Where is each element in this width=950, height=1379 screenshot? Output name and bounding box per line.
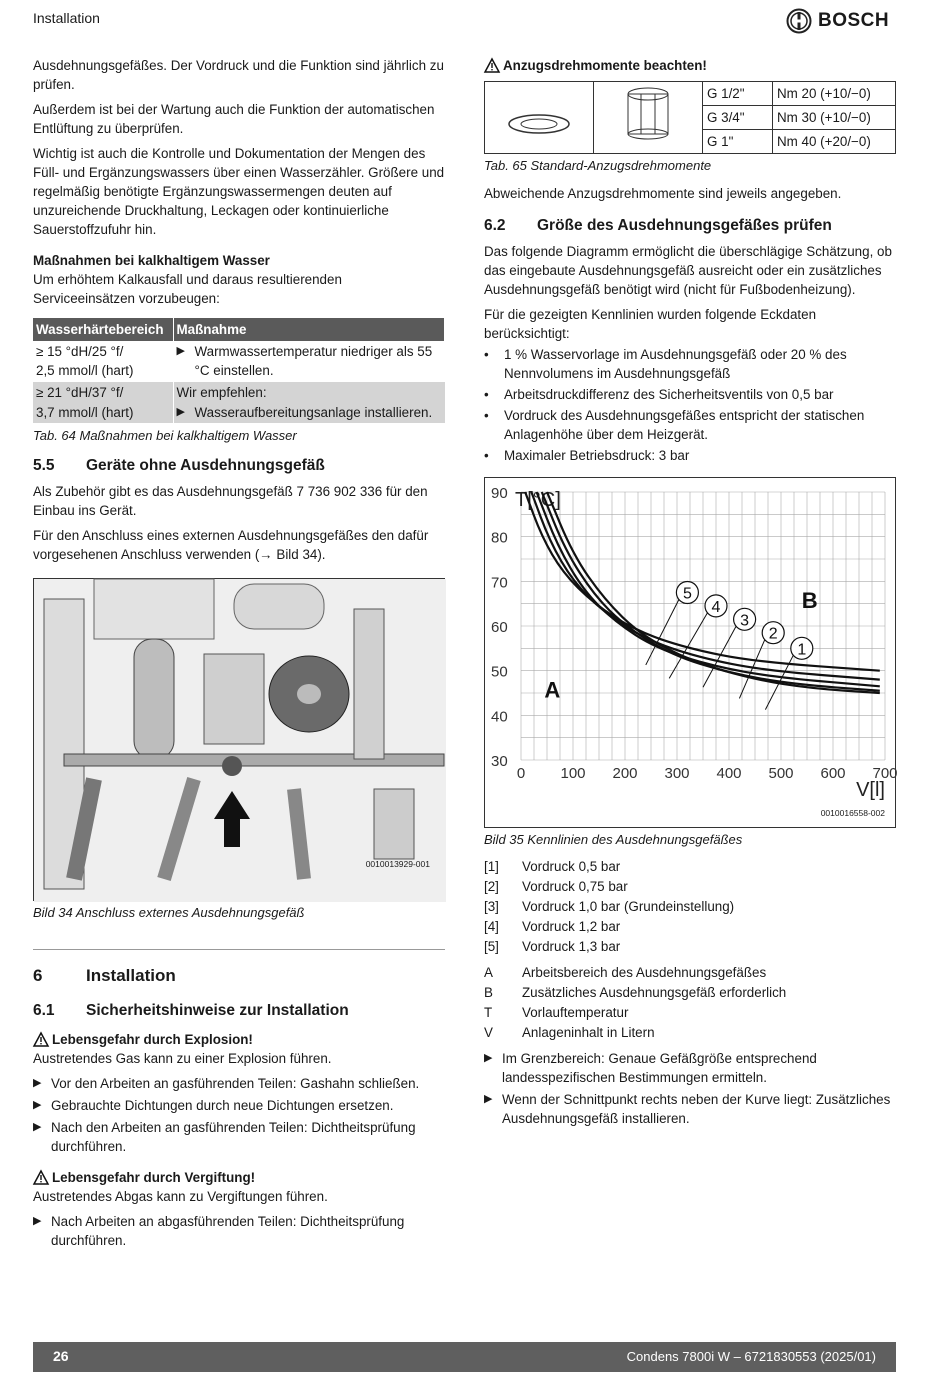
expansion-vessel-chart [484,477,896,828]
warning-icon [33,1032,49,1047]
bullet-icon: • [484,346,489,362]
y-tick-label: 40 [491,708,508,726]
bosch-logo [786,8,889,35]
x-tick-label: 600 [820,764,846,782]
washer-cell [485,82,594,154]
list-item [484,1090,896,1128]
warning-title: Lebensgefahr durch Explosion! [52,1031,253,1047]
paragraph: Außerdem ist bei der Wartung auch die Funktion der automatischen Entlüftung zu überprüfen. [33,102,435,137]
paragraph: Als Zubehör gibt es das Ausdehnungsgefäß 7 736 902 336 für den Einbau ins Gerät. [33,483,428,519]
item-text: Wenn der Schnittpunkt rechts neben der Kurve liegt: Zusätzliches Ausdehnungsgefäß installieren. [502,1091,891,1126]
chapter-heading [33,964,445,988]
section-number: 5.5 [33,456,55,474]
list-item [484,446,896,465]
x-tick-label: 200 [612,764,638,782]
warning-heading [484,56,896,75]
list-item [33,1118,445,1156]
torque-value: Nm 20 (+10/−0) [773,82,896,106]
paragraph: Ausdehnungsgefäßes. Der Vordruck und die Funktion sind jährlich zu prüfen. [33,58,444,93]
cell-text: Warmwassertemperatur niedriger als 55 °C einstellen. [194,344,433,379]
legend-key: [3] [484,899,499,915]
boiler-photo [33,578,445,901]
arrow-icon: ▶ [33,1098,42,1111]
warning-heading [33,1168,445,1187]
cell-line: 3,7 mmol/l (hart) [36,404,134,420]
chart-svg [485,478,898,827]
page-footer [33,1342,896,1372]
list-item [484,385,896,404]
figure-caption: Bild 35 Kennlinien des Ausdehnungsgefäßes [484,831,743,847]
warning-icon [484,58,500,73]
left-column [33,56,445,1253]
curve-1 [547,492,880,693]
kalk-table [33,318,445,423]
table-header: Wasserhärtebereich [33,318,173,341]
legend-text: Vordruck 0,75 bar [522,879,628,895]
list-item [33,1074,445,1093]
arrow-icon: ▶ [33,1214,42,1227]
document-id: Condens 7800i W – 6721830553 (2025/01) [626,1348,876,1364]
x-tick-label: 500 [768,764,794,782]
union-nut-icon [594,82,702,148]
legend-text: Vordruck 1,2 bar [522,919,621,935]
paragraph: Abweichende Anzugsdrehmomente sind jeweils angegeben. [484,185,842,201]
x-tick-label: 100 [560,764,586,782]
section-heading [484,215,896,237]
warning-title: Lebensgefahr durch Vergiftung! [52,1169,256,1185]
item-text: Vor den Arbeiten an gasführenden Teilen: Gashahn schließen. [51,1075,420,1091]
legend-item [484,963,896,982]
arrow-icon: ▶ [176,405,185,418]
callout-label: 4 [711,598,721,616]
callout-label: 5 [682,585,692,603]
table-cell [173,341,445,382]
y-axis-label: T[°C] [515,488,561,511]
paragraph: Austretendes Abgas kann zu Vergiftungen führen. [33,1188,328,1204]
curve-2 [542,492,880,691]
paragraph: Wichtig ist auch die Kontrolle und Dokumentation der Mengen des Füll- und Ergänzungswassers über einen Wasserzähler. Größere und regelmäßig benötigte Ergänzungswassermengen deuten auf unzureichende Druckhaltung, Leckagen oder kontinuierliche Sauerstoffzufuhr hin. [33,146,445,238]
cell-line: 2,5 mmol/l (hart) [36,363,134,379]
warning-icon [33,1170,49,1185]
item-text: Im Grenzbereich: Genaue Gefäßgröße entsprechend landesspezifischen Bestimmungen ermitteln. [502,1050,817,1085]
paragraph: Austretendes Gas kann zu einer Explosion führen. [33,1050,332,1066]
y-tick-label: 90 [491,484,508,502]
list-item [484,345,896,383]
paragraph: Um erhöhtem Kalkausfall und daraus resultierenden Serviceeinsätzen vorzubeugen: [33,272,342,307]
section-number: 6.2 [484,216,506,234]
section-number: 6.1 [33,1001,55,1019]
legend-item [484,857,896,876]
y-tick-label: 70 [491,574,508,592]
legend-text: Anlageninhalt in Litern [522,1024,655,1040]
seal-ring-icon [485,82,593,148]
region-label-a: A [544,677,561,703]
legend-key: B [484,984,493,1000]
arrow-icon: ▶ [484,1092,493,1105]
y-tick-label: 50 [491,663,508,681]
legend-key: V [484,1024,493,1040]
item-text: Gebrauchte Dichtungen durch neue Dichtungen ersetzen. [51,1097,394,1113]
legend-key: [5] [484,939,499,955]
paragraph: Für den Anschluss eines externen Ausdehnungsgefäßes den dafür vorgesehenen Anschluss verwenden (→ Bild 34). [33,528,429,563]
bullet-icon: • [484,407,489,423]
legend-text: Vorlauftemperatur [522,1004,629,1020]
x-axis-label: V[l] [856,778,885,801]
callout-label: 2 [768,625,778,643]
bosch-armature-icon [786,8,812,34]
running-header: Installation [33,10,100,26]
arrow-icon: ▶ [33,1120,42,1133]
nut-cell [594,82,703,154]
table-row [33,382,445,423]
section-title: Größe des Ausdehnungsgefäßes prüfen [537,216,832,234]
list-item [484,406,896,444]
warning-heading [33,1030,445,1049]
torque-table [484,81,896,154]
torque-value: Nm 40 (+20/−0) [773,130,896,154]
legend-text: Arbeitsbereich des Ausdehnungsgefäßes [522,964,767,980]
warning-title: Anzugsdrehmomente beachten! [503,58,707,73]
x-tick-label: 0 [516,764,526,782]
chart-id: 0010016558-002 [820,807,885,818]
legend-item [484,1003,896,1022]
cell-line: ≥ 15 °dH/25 °f/ [36,344,124,360]
figure-caption: Bild 34 Anschluss externes Ausdehnungsgefäß [33,905,305,921]
legend-key: [2] [484,879,499,895]
table-header: Maßnahme [173,318,445,341]
legend-key: [1] [484,859,499,875]
table-cell [33,382,173,423]
legend-text: Zusätzliches Ausdehnungsgefäß erforderlich [522,984,787,1000]
section-heading [33,455,445,477]
chapter-number: 6 [33,965,43,985]
section-title: Geräte ohne Ausdehnungsgefäß [86,456,325,474]
x-tick-label: 700 [872,764,898,782]
table-cell [173,382,445,423]
arrow-icon: ▶ [33,1076,42,1089]
divider [33,949,445,950]
legend-item [484,877,896,896]
item-text: Nach den Arbeiten an gasführenden Teilen: Dichtheitsprüfung durchführen. [51,1119,416,1154]
section-heading [33,1000,445,1022]
legend-item [484,983,896,1002]
callout-leader [669,612,708,678]
cell-line: Wir empfehlen: [176,385,267,401]
subheading: Maßnahmen bei kalkhaltigem Wasser [33,253,270,269]
thread-size: G 1/2" [703,82,773,106]
item-text: Vordruck des Ausdehnungsgefäßes entspricht der statischen Anlagenhöhe über dem Heizgerät. [504,407,865,442]
arrow-icon: ▶ [176,345,185,358]
table-caption: Tab. 65 Standard-Anzugsdrehmomente [484,158,712,174]
paragraph: Das folgende Diagramm ermöglicht die überschlägige Schätzung, ob das eingebaute Ausdehnungsgefäß ausreicht oder ein zusätzliches Ausdehnungsgefäß benötigt wird (nicht für Fußbodenheizung). [484,243,892,297]
torque-value: Nm 30 (+10/−0) [773,106,896,130]
legend-item [484,917,896,936]
legend [484,857,896,1041]
thread-size: G 1" [703,130,773,154]
arrow-icon: ▶ [484,1051,493,1064]
legend-key: A [484,964,493,980]
table-row [33,341,445,382]
callout-label: 3 [740,612,750,630]
item-text: Nach Arbeiten an abgasführenden Teilen: Dichtheitsprüfung durchführen. [51,1213,405,1248]
legend-item [484,1023,896,1042]
cell-text: Wasseraufbereitungsanlage installieren. [194,404,433,420]
table-caption: Tab. 64 Maßnahmen bei kalkhaltigem Wasser [33,427,297,443]
right-column [484,56,896,1131]
y-tick-label: 30 [491,752,508,770]
thread-size: G 3/4" [703,106,773,130]
legend-item [484,937,896,956]
bullet-icon: • [484,447,489,463]
photo-id: 0010013929-001 [365,859,430,870]
chapter-title: Installation [86,965,176,985]
page-number: 26 [53,1348,69,1365]
region-label-b: B [801,588,818,614]
x-tick-label: 400 [716,764,742,782]
callout-label: 1 [797,641,807,659]
section-title: Sicherheitshinweise zur Installation [86,1001,349,1019]
item-text: Maximaler Betriebsdruck: 3 bar [504,447,690,463]
table-cell [33,341,173,382]
legend-text: Vordruck 1,0 bar (Grundeinstellung) [522,899,735,915]
legend-text: Vordruck 1,3 bar [522,939,621,955]
legend-item [484,897,896,916]
y-tick-label: 60 [491,618,508,636]
boiler-interior-illustration [34,579,446,902]
brand-name: BOSCH [818,10,890,31]
curve-3 [537,492,880,686]
cell-line: ≥ 21 °dH/37 °f/ [36,385,124,401]
item-text: 1 % Wasservorlage im Ausdehnungsgefäß oder 20 % des Nennvolumens im Ausdehnungsgefäß [504,346,847,381]
legend-text: Vordruck 0,5 bar [522,859,621,875]
bullet-icon: • [484,386,489,402]
y-tick-label: 80 [491,529,508,547]
table-row [485,82,896,106]
legend-key: T [484,1004,493,1020]
list-item [484,1049,896,1087]
x-tick-label: 300 [664,764,690,782]
list-item [33,1212,445,1250]
item-text: Arbeitsdruckdifferenz des Sicherheitsventils von 0,5 bar [504,386,834,402]
legend-key: [4] [484,919,499,935]
paragraph: Für die gezeigten Kennlinien wurden folgende Eckdaten berücksichtigt: [484,306,817,341]
list-item [33,1096,445,1115]
